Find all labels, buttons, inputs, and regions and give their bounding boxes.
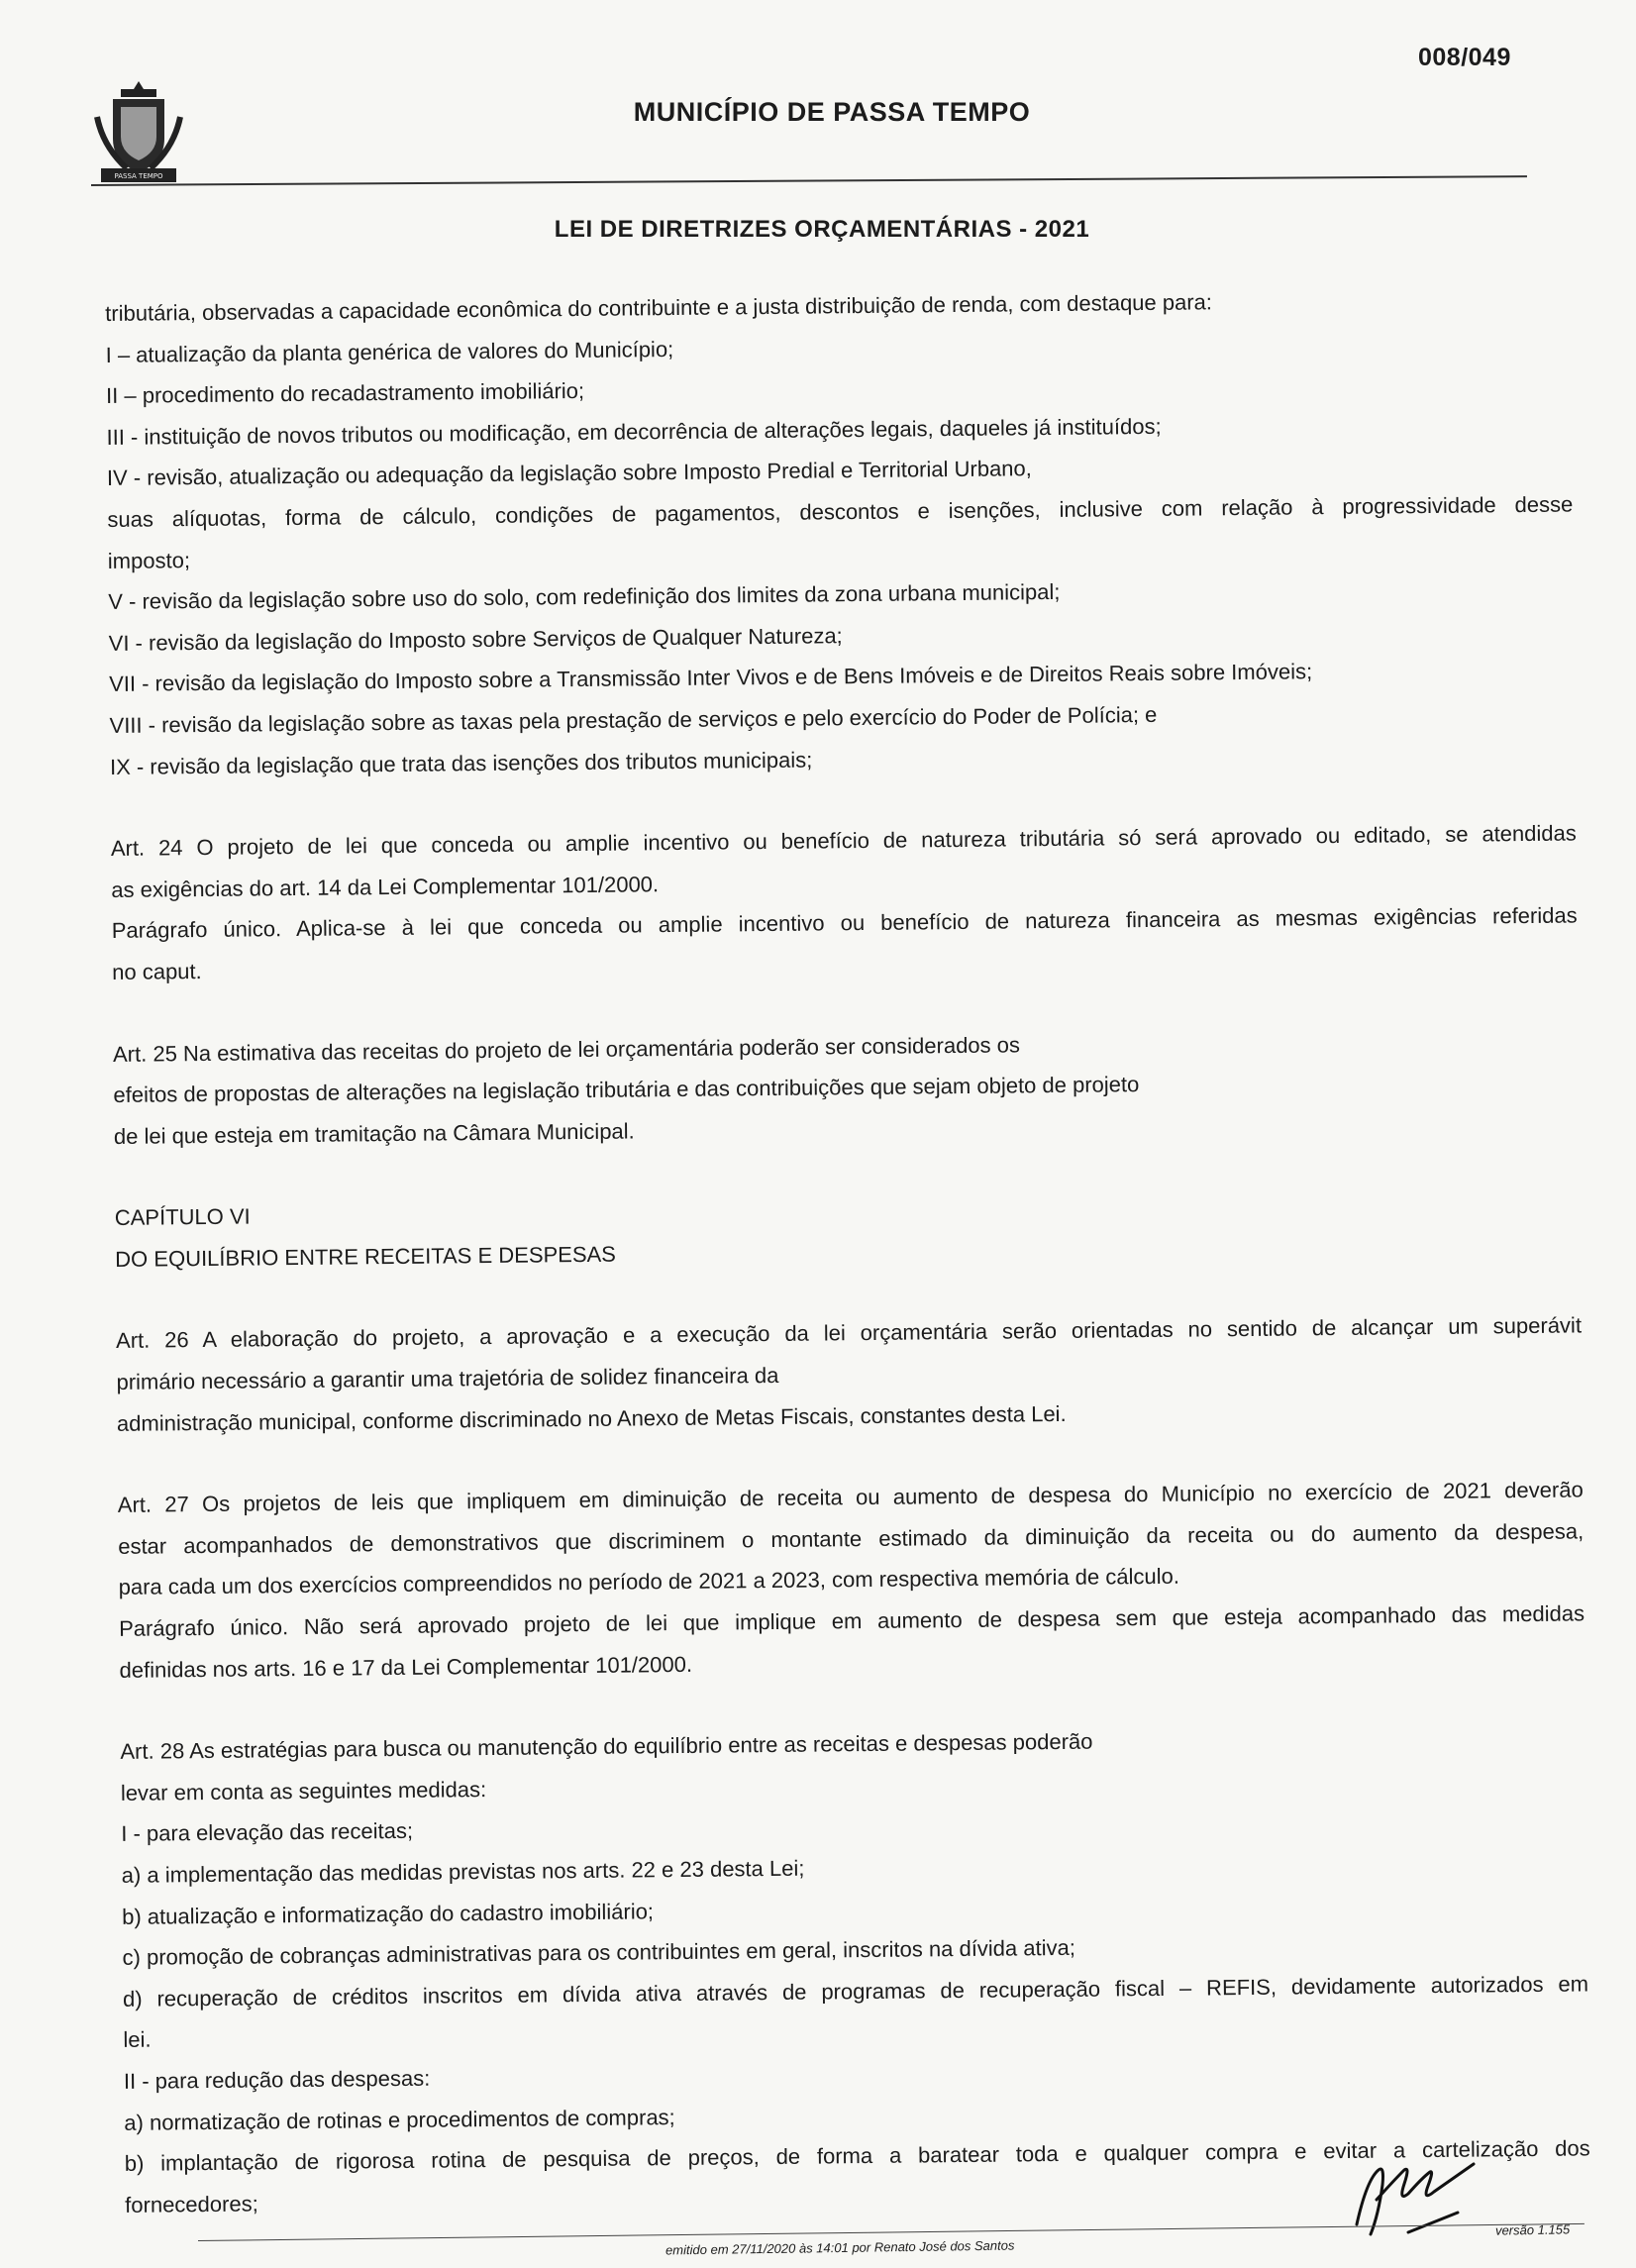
version-label: versão 1.155	[1494, 2221, 1571, 2238]
chapter-title: DO EQUILÍBRIO ENTRE RECEITAS E DESPESAS	[115, 1241, 617, 1272]
list-item: imposto;	[107, 547, 191, 573]
article-26-line: primário necessário a garantir uma trajetória de solidez financeira da	[116, 1362, 779, 1395]
list-item: d) recuperação de créditos inscritos em dívida ativa através de programas de recuperação fiscal – REFIS, devidamente autorizados em	[122, 1971, 1589, 2011]
list-item: b) atualização e informatização do cadastro imobiliário;	[122, 1898, 655, 1929]
list-item: a) a implementação das medidas previstas nos arts. 22 e 23 desta Lei;	[121, 1855, 805, 1888]
intro-paragraph: tributária, observadas a capacidade econômica do contribuinte e a justa distribuição de renda, com destaque para:	[105, 289, 1213, 326]
list-item: a) normatização de rotinas e procedimentos de compras;	[124, 2104, 675, 2135]
article-24-paragraph: no caput.	[112, 958, 202, 984]
list-item: suas alíquotas, forma de cálculo, condições de pagamentos, descontos e isenções, inclusive com relação à progressividade desse	[107, 491, 1574, 532]
article-25-line: Art. 25 Na estimativa das receitas do projeto de lei orçamentária poderão ser considerados os	[112, 1031, 1021, 1067]
article-28-line: Art. 28 As estratégias para busca ou manutenção do equilíbrio entre as receitas e despesas poderão	[120, 1728, 1093, 1765]
article-25-line: de lei que esteja em tramitação na Câmara Municipal.	[113, 1118, 635, 1149]
article-26-line: Art. 26 A elaboração do projeto, a aprovação e a execução da lei orçamentária serão orientadas no sentido de alcançar um superávit	[115, 1312, 1583, 1354]
list-item: fornecedores;	[125, 2191, 258, 2217]
emission-note: emitido em 27/11/2020 às 14:01 por Renato José dos Santos	[665, 2237, 1015, 2258]
list-item: I – atualização da planta genérica de valores do Município;	[105, 336, 674, 367]
article-24-line: as exigências do art. 14 da Lei Complementar 101/2000.	[111, 871, 660, 902]
list-item: IX - revisão da legislação que trata das isenções dos tributos municipais;	[109, 747, 813, 779]
article-27-paragraph: Parágrafo único. Não será aprovado projeto de lei que implique em aumento de despesa sem que esteja acompanhado das medidas	[118, 1600, 1585, 1641]
article-27-paragraph: definidas nos arts. 16 e 17 da Lei Complementar 101/2000.	[119, 1651, 693, 1683]
list-item: lei.	[123, 2026, 152, 2053]
list-item: IV - revisão, atualização ou adequação da legislação sobre Imposto Predial e Territorial Urbano,	[106, 456, 1032, 491]
handwritten-signature	[1347, 2155, 1476, 2246]
body-text	[105, 278, 1590, 2226]
article-25-line: efeitos de propostas de alterações na legislação tributária e das contribuições que sejam objeto de projeto	[113, 1072, 1140, 1108]
list-item: VI - revisão da legislação do Imposto sobre Serviços de Qualquer Natureza;	[108, 622, 843, 656]
list-item: b) implantação de rigorosa rotina de pesquisa de preços, de forma a baratear toda e qualquer compra e evitar a cartelização dos	[124, 2135, 1590, 2177]
list-item: I - para elevação das receitas;	[121, 1818, 414, 1847]
article-28-line: levar em conta as seguintes medidas:	[120, 1776, 487, 1805]
document-title: LEI DE DIRETRIZES ORÇAMENTÁRIAS - 2021	[554, 216, 1090, 243]
list-item: III - instituição de novos tributos ou modificação, em decorrência de alterações legais, daqueles já instituídos;	[106, 413, 1162, 450]
list-item: VII - revisão da legislação do Imposto sobre a Transmissão Inter Vivos e de Bens Imóveis e de Direitos Reais sobre Imóveis;	[109, 659, 1313, 697]
chapter-number: CAPÍTULO VI	[114, 1203, 251, 1231]
crest-motto: PASSA TEMPO	[114, 172, 163, 180]
municipal-crest-logo	[91, 77, 186, 188]
list-item: II - para redução das despesas:	[123, 2065, 431, 2094]
page-number: 008/049	[1418, 44, 1511, 71]
header-divider	[91, 175, 1527, 186]
article-24-paragraph: Parágrafo único. Aplica-se à lei que conceda ou amplie incentivo ou benefício de natureza financeira as mesmas exigências referidas	[111, 902, 1578, 944]
article-27-line: estar acompanhados de demonstrativos que discriminem o montante estimado da diminuição da receita ou do aumento da despesa,	[118, 1518, 1585, 1559]
list-item: c) promoção de cobranças administrativas para os contribuintes em geral, inscritos na dívida ativa;	[122, 1935, 1076, 1971]
municipality-name: MUNICÍPIO DE PASSA TEMPO	[633, 97, 1031, 127]
article-26-line: administração municipal, conforme discriminado no Anexo de Metas Fiscais, constantes desta Lei.	[116, 1400, 1067, 1436]
list-item: VIII - revisão da legislação sobre as taxas pela prestação de serviços e pelo exercício do Poder de Polícia; e	[109, 701, 1158, 738]
article-27-line: para cada um dos exercícios compreendidos no período de 2021 a 2023, com respectiva memória de cálculo.	[118, 1564, 1180, 1600]
list-item: II – procedimento do recadastramento imobiliário;	[105, 378, 585, 409]
article-27-line: Art. 27 Os projetos de leis que impliquem em diminuição de receita ou aumento de despesa do Município no exercício de 2021 deverão	[117, 1477, 1584, 1518]
list-item: V - revisão da legislação sobre uso do solo, com redefinição dos limites da zona urbana municipal;	[108, 579, 1061, 615]
article-24-line: Art. 24 O projeto de lei que conceda ou amplie incentivo ou benefício de natureza tributária só será aprovado ou editado, se atendidas	[110, 820, 1577, 862]
